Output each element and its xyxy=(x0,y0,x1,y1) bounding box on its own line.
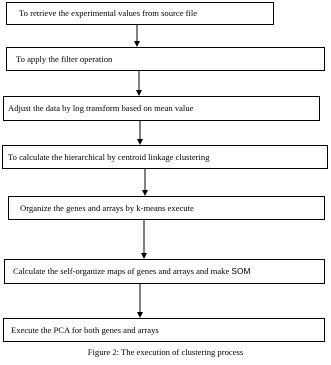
process-step-7-label: Execute the PCA for both genes and arrays xyxy=(11,324,159,335)
process-step-4 xyxy=(2,145,328,169)
process-step-6-label xyxy=(13,267,251,276)
process-step-7 xyxy=(3,318,325,342)
process-step-1-label: To retrieve the experimental values from source file xyxy=(19,8,198,19)
process-step-2-label: To apply the filter operation xyxy=(16,53,113,64)
process-step-5-label: Organize the genes and arrays by k-means execute xyxy=(20,202,194,213)
process-step-6 xyxy=(4,259,325,284)
process-step-5 xyxy=(8,196,325,220)
process-step-1 xyxy=(6,2,274,25)
process-step-4-label: To calculate the hierarchical by centroid linkage clustering xyxy=(8,151,210,162)
process-step-3-label: Adjust the data by log transform based on mean value xyxy=(8,103,194,114)
process-step-6-text: Calculate the self-organize maps of genes and arrays and make xyxy=(13,266,232,277)
process-step-3 xyxy=(3,96,320,121)
process-step-6-som: SOM xyxy=(231,266,251,277)
process-step-2 xyxy=(6,47,325,71)
figure-caption: Figure 2: The execution of clustering process xyxy=(87,347,244,357)
